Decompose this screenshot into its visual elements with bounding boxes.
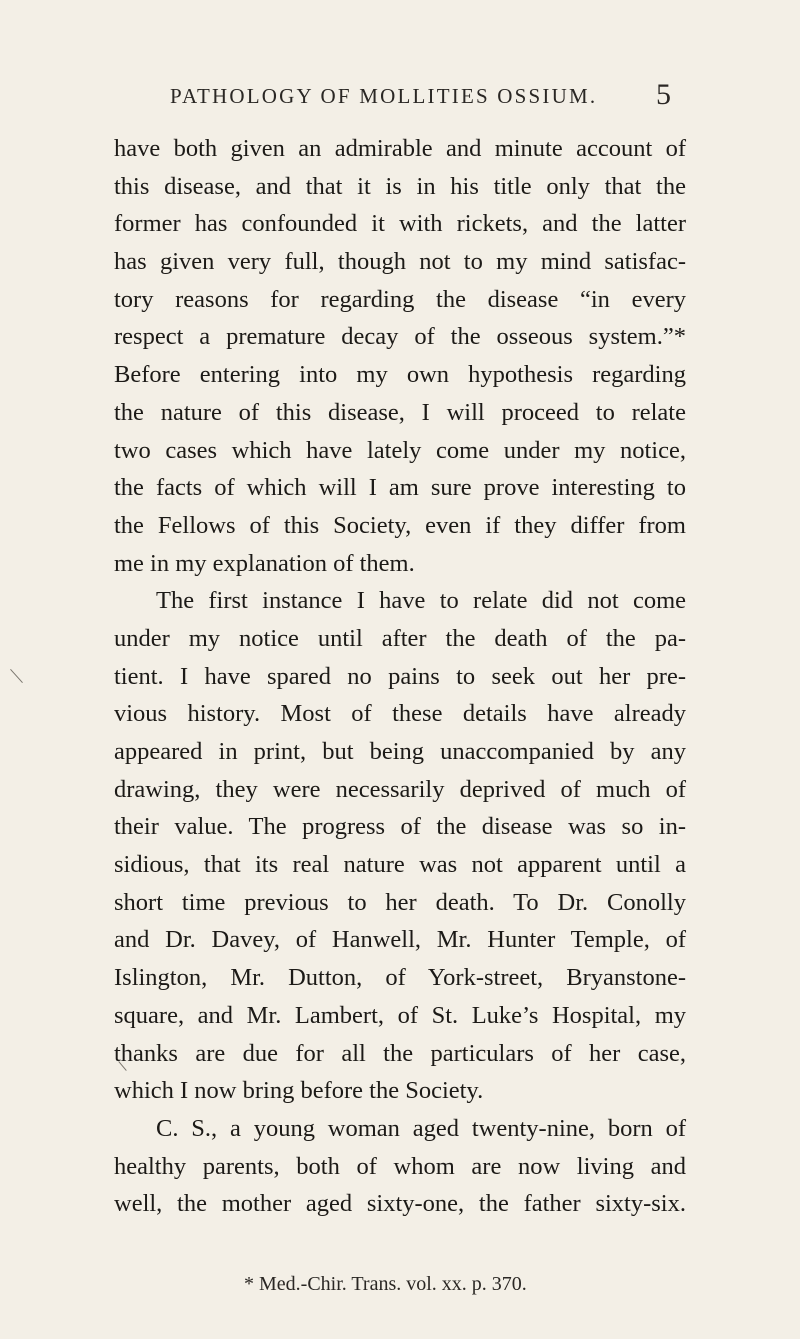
text-line: short time previous to her death. To Dr. Conolly [114, 888, 686, 916]
body-text [114, 130, 686, 1223]
paper-mark [10, 669, 23, 683]
text-line: respect a premature decay of the osseous system.”* [114, 323, 686, 351]
text-line: tory reasons for regarding the disease “in every [114, 285, 686, 313]
text-line: this disease, and that it is in his title only that the [114, 172, 686, 200]
text-line: the nature of this disease, I will proceed to relate [114, 398, 686, 426]
footnote: * Med.-Chir. Trans. vol. xx. p. 370. [244, 1273, 527, 1295]
page-number: 5 [656, 78, 671, 111]
text-line: tient. I have spared no pains to seek out her pre- [114, 662, 686, 690]
text-line: appeared in print, but being unaccompanied by any [114, 738, 686, 765]
text-line: drawing, they were necessarily deprived of much of [114, 775, 686, 803]
text-line: Islington, Mr. Dutton, of York-street, Bryanstone- [114, 964, 686, 992]
text-line: square, and Mr. Lambert, of St. Luke’s Hospital, my [114, 1001, 686, 1029]
text-line: and Dr. Davey, of Hanwell, Mr. Hunter Temple, of [114, 926, 686, 954]
text-line: The first instance I have to relate did not come [156, 587, 686, 615]
running-head: PATHOLOGY OF MOLLITIES OSSIUM. [170, 84, 598, 108]
text-line: former has confounded it with rickets, and the latter [114, 210, 686, 238]
text-line: healthy parents, both of whom are now living and [114, 1152, 686, 1180]
text-line: vious history. Most of these details have already [114, 700, 686, 728]
text-line: well, the mother aged sixty-one, the father sixty-six. [114, 1190, 686, 1218]
text-line: two cases which have lately come under my notice, [114, 436, 686, 464]
text-line: C. S., a young woman aged twenty-nine, born of [156, 1114, 686, 1142]
text-line: the facts of which will I am sure prove interesting to [114, 474, 686, 502]
text-line: thanks are due for all the particulars of her case, [114, 1039, 686, 1067]
text-line: me in my explanation of them. [114, 549, 415, 577]
text-line: their value. The progress of the disease was so in- [114, 813, 686, 841]
text-line: has given very full, though not to my mind satisfac- [114, 248, 686, 276]
text-line: the Fellows of this Society, even if they differ from [114, 511, 686, 539]
text-line: Before entering into my own hypothesis regarding [114, 361, 686, 389]
text-line: sidious, that its real nature was not apparent until a [114, 851, 686, 879]
text-line: under my notice until after the death of the pa- [114, 624, 686, 652]
text-line: which I now bring before the Society. [114, 1077, 484, 1105]
text-line: have both given an admirable and minute account of [114, 135, 686, 162]
